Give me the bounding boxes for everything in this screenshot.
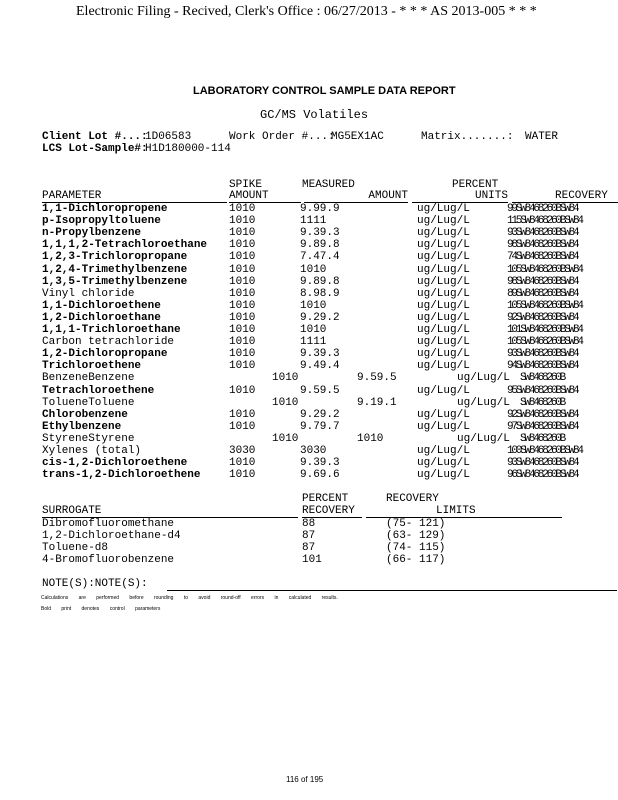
surrogate-limits-1: (75- 121) — [386, 518, 446, 530]
matrix-value: WATER — [525, 131, 559, 143]
spike-header-2: AMOUNT — [229, 191, 301, 203]
row-spike-amount: 1010 — [272, 433, 299, 445]
row-spike-amount: 1010 — [229, 348, 256, 360]
row-spike-amount: 1010 — [229, 288, 256, 300]
row-recovery: 101SW8468260BSW84 — [507, 324, 582, 336]
row-recovery: 93SW8468260BSW84 — [507, 348, 578, 360]
notes-line-1: Calculations are performed before rounding to avoid round-off errors in calculated results. — [41, 595, 338, 601]
spike-header-1: SPIKE — [229, 179, 263, 191]
row-recovery: 100SW8468260BSW84 — [507, 445, 582, 457]
row-spike-amount: 1010 — [272, 397, 299, 409]
row-recovery: 99SW8468260BSW84 — [507, 203, 578, 215]
row-units: ug/Lug/L — [417, 348, 470, 360]
row-recovery: SW8468260B — [520, 397, 565, 409]
report-subtitle: GC/MS Volatiles — [260, 108, 369, 122]
measured-header-2: AMOUNT — [304, 191, 408, 203]
row-spike-amount: 1010 — [229, 409, 256, 421]
row-units: ug/Lug/L — [417, 324, 470, 336]
row-measured-amount: 3030 — [300, 445, 327, 457]
row-parameter-name: 1,2-Dichloroethane — [42, 312, 161, 324]
row-measured-amount: 7.47.4 — [300, 251, 340, 263]
row-measured-amount: 8.98.9 — [300, 288, 340, 300]
row-parameter-name: StyreneStyrene — [42, 433, 135, 445]
row-parameter-name: Xylenes (total) — [42, 445, 142, 457]
notes-label: NOTE(S):NOTE(S): — [42, 578, 148, 590]
row-parameter-name: Tetrachloroethene — [42, 385, 155, 397]
row-measured-amount: 9.69.6 — [300, 469, 340, 481]
row-parameter-name: TolueneToluene — [42, 397, 135, 409]
row-parameter-name: 1,1,1-Trichloroethane — [42, 324, 181, 336]
row-units: ug/Lug/L — [417, 469, 470, 481]
row-recovery: 98SW8468260BSW84 — [507, 276, 578, 288]
row-spike-amount: 1010 — [229, 336, 256, 348]
page-number: 116 of 195 — [286, 775, 324, 784]
surrogate-limits-2: (63- 129) — [386, 530, 446, 542]
row-units: ug/Lug/L — [417, 421, 470, 433]
row-recovery: 92SW8468260BSW84 — [507, 409, 578, 421]
row-spike-amount: 1010 — [272, 372, 299, 384]
row-units: ug/Lug/L — [417, 385, 470, 397]
row-recovery: 89SW8468260BSW84 — [507, 288, 578, 300]
row-units: ug/Lug/L — [417, 360, 470, 372]
row-spike-amount: 1010 — [229, 385, 256, 397]
row-measured-amount: 1010 — [300, 324, 327, 336]
row-recovery: SW8468260B — [520, 433, 565, 445]
units-header: UNITS — [412, 191, 508, 203]
surrogate-recovery-1: 88 — [302, 518, 316, 530]
row-parameter-name: Chlorobenzene — [42, 409, 128, 421]
work-order-label: Work Order #...: — [229, 131, 335, 143]
row-measured-amount: 9.19.1 — [357, 397, 397, 409]
surrogate-name-1: Dibromofluoromethane — [42, 518, 175, 530]
row-recovery: 93SW8468260BSW84 — [507, 227, 578, 239]
row-units: ug/Lug/L — [417, 336, 470, 348]
row-parameter-name: trans-1,2-Dichloroethene — [42, 469, 201, 481]
row-measured-amount: 9.89.8 — [300, 239, 340, 251]
row-recovery: 97SW8468260BSW84 — [507, 421, 578, 433]
row-units: ug/Lug/L — [417, 300, 470, 312]
row-units: ug/Lug/L — [457, 433, 510, 445]
row-measured-amount: 9.59.5 — [357, 372, 397, 384]
row-parameter-name: 1,2,4-Trimethylbenzene — [42, 264, 188, 276]
surrogate-limits-3: (74- 115) — [386, 542, 446, 554]
client-lot-label: Client Lot #...: — [42, 131, 148, 143]
row-measured-amount: 1010 — [357, 433, 384, 445]
row-spike-amount: 1010 — [229, 457, 256, 469]
row-parameter-name: BenzeneBenzene — [42, 372, 135, 384]
row-measured-amount: 9.59.5 — [300, 385, 340, 397]
row-units: ug/Lug/L — [457, 372, 510, 384]
row-measured-amount: 9.39.3 — [300, 457, 340, 469]
row-measured-amount: 1010 — [300, 264, 327, 276]
row-recovery: 95SW8468260BSW84 — [507, 385, 578, 397]
row-units: ug/Lug/L — [417, 239, 470, 251]
surrogate-percent-header: PERCENT — [302, 493, 349, 505]
percent-header-1: PERCENT — [452, 179, 499, 191]
surrogate-recovery-4: 101 — [302, 554, 322, 566]
parameter-header: PARAMETER — [42, 191, 227, 203]
surrogate-name-3: Toluene-d8 — [42, 542, 109, 554]
row-spike-amount: 1010 — [229, 469, 256, 481]
row-units: ug/Lug/L — [417, 276, 470, 288]
row-spike-amount: 1010 — [229, 312, 256, 324]
row-units: ug/Lug/L — [417, 312, 470, 324]
client-lot-value: 1D06583 — [145, 131, 192, 143]
row-parameter-name: 1,1-Dichloroethene — [42, 300, 161, 312]
row-parameter-name: 1,1-Dichloropropene — [42, 203, 168, 215]
filing-header: Electronic Filing - Recived, Clerk's Office : 06/27/2013 - * * * AS 2013-005 * * * — [76, 4, 537, 19]
row-spike-amount: 1010 — [229, 215, 256, 227]
row-parameter-name: 1,2-Dichloropropane — [42, 348, 168, 360]
lcs-lot-value: H1D180000-114 — [145, 143, 231, 155]
row-spike-amount: 1010 — [229, 203, 256, 215]
row-spike-amount: 1010 — [229, 239, 256, 251]
row-parameter-name: 1,3,5-Trimethylbenzene — [42, 276, 188, 288]
row-recovery: 96SW8468260BSW84 — [507, 469, 578, 481]
row-spike-amount: 1010 — [229, 227, 256, 239]
row-recovery: 115SW8468260BSW84 — [507, 215, 582, 227]
surrogate-limits-4: (66- 117) — [386, 554, 446, 566]
row-recovery: 93SW8468260BSW84 — [507, 457, 578, 469]
surrogate-recovery-2: 87 — [302, 530, 316, 542]
row-parameter-name: Ethylbenzene — [42, 421, 122, 433]
row-units: ug/Lug/L — [417, 251, 470, 263]
row-spike-amount: 1010 — [229, 251, 256, 263]
notes-line-2: Bold print denotes control parameters — [41, 606, 161, 612]
row-units: ug/Lug/L — [417, 457, 470, 469]
row-recovery: SW8468260B — [520, 372, 565, 384]
row-spike-amount: 1010 — [229, 360, 256, 372]
row-measured-amount: 9.29.2 — [300, 312, 340, 324]
row-units: ug/Lug/L — [417, 445, 470, 457]
row-parameter-name: 1,2,3-Trichloropropane — [42, 251, 188, 263]
row-parameter-name: Carbon tetrachloride — [42, 336, 175, 348]
work-order-value: MG5EX1AC — [331, 131, 384, 143]
row-spike-amount: 1010 — [229, 264, 256, 276]
measured-header-1: MEASURED — [302, 179, 355, 191]
row-measured-amount: 9.49.4 — [300, 360, 340, 372]
row-recovery: 105SW8468260BSW84 — [507, 336, 582, 348]
row-recovery: 92SW8468260BSW84 — [507, 312, 578, 324]
recovery-header: RECOVERY — [555, 190, 608, 202]
row-spike-amount: 1010 — [229, 421, 256, 433]
row-units: ug/Lug/L — [417, 227, 470, 239]
row-spike-amount: 1010 — [229, 324, 256, 336]
row-recovery: 74SW8468260BSW84 — [507, 251, 578, 263]
row-parameter-name: p-Isopropyltoluene — [42, 215, 161, 227]
row-recovery: 105SW8468260BSW84 — [507, 300, 582, 312]
lcs-lot-label: LCS Lot-Sample#: — [42, 143, 148, 155]
row-parameter-name: Trichloroethene — [42, 360, 142, 372]
surrogate-name-4: 4-Bromofluorobenzene — [42, 554, 175, 566]
row-units: ug/Lug/L — [417, 409, 470, 421]
surrogate-name-2: 1,2-Dichloroethane-d4 — [42, 530, 181, 542]
surrogate-header: SURROGATE — [42, 506, 298, 518]
row-parameter-name: Vinyl chloride — [42, 288, 135, 300]
row-parameter-name: n-Propylbenzene — [42, 227, 142, 239]
row-measured-amount: 9.99.9 — [300, 203, 340, 215]
row-measured-amount: 9.29.2 — [300, 409, 340, 421]
row-units: ug/Lug/L — [417, 264, 470, 276]
report-title: LABORATORY CONTROL SAMPLE DATA REPORT — [193, 85, 456, 97]
row-units: ug/Lug/L — [457, 397, 510, 409]
matrix-label: Matrix.......: — [421, 131, 514, 143]
row-spike-amount: 3030 — [229, 445, 256, 457]
row-recovery: 98SW8468260BSW84 — [507, 239, 578, 251]
surrogate-recovery-3: 87 — [302, 542, 316, 554]
row-recovery: 94SW8468260BSW84 — [507, 360, 578, 372]
row-units: ug/Lug/L — [417, 288, 470, 300]
row-spike-amount: 1010 — [229, 300, 256, 312]
row-measured-amount: 9.79.7 — [300, 421, 340, 433]
surrogate-recovery2-header: RECOVERY — [302, 506, 362, 518]
row-measured-amount: 9.39.3 — [300, 227, 340, 239]
row-measured-amount: 9.89.8 — [300, 276, 340, 288]
surrogate-recovery-header: RECOVERY — [386, 493, 439, 505]
notes-underline — [167, 590, 617, 591]
row-units: ug/Lug/L — [417, 203, 470, 215]
row-units: ug/Lug/L — [417, 215, 470, 227]
row-recovery: 105SW8468260BSW84 — [507, 264, 582, 276]
row-parameter-name: 1,1,1,2-Tetrachloroethane — [42, 239, 208, 251]
row-measured-amount: 1111 — [300, 336, 327, 348]
row-measured-amount: 1111 — [300, 215, 327, 227]
row-spike-amount: 1010 — [229, 276, 256, 288]
row-measured-amount: 1010 — [300, 300, 327, 312]
row-parameter-name: cis-1,2-Dichloroethene — [42, 457, 188, 469]
surrogate-limits-header: LIMITS — [366, 506, 562, 518]
row-measured-amount: 9.39.3 — [300, 348, 340, 360]
